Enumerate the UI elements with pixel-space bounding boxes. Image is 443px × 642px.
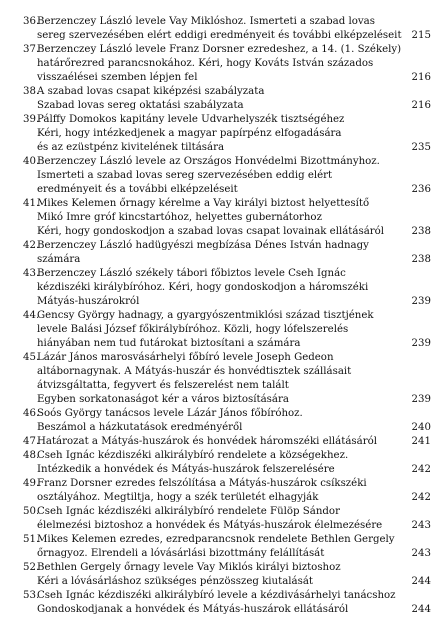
toc-entry [23,435,431,449]
entry-page-number: 239 [411,296,431,307]
entry-text-line: Beszámol a házkutatások eredményéről [37,422,243,433]
toc-entry [23,85,431,113]
toc-entry [23,309,431,351]
toc-entry [23,561,431,589]
entry-text-line: Bethlen Gergely őrnagy levele Vay Miklós királyi biztoshoz [37,562,341,573]
entry-number: 50. [23,506,40,517]
entry-page-number: 242 [411,464,431,475]
entry-text-line: Kéri, hogy gondoskodjon a szabad lovas csapat lovainak ellátásáról [37,226,385,237]
entry-text-line: Berzenczey László levele az Országos Honvédelmi Bizottmányhoz. [37,156,380,167]
entry-text-line: eredményeit és a további elképzeléseit [37,184,238,195]
entry-text-line: altábornagynak. A Mátyás-huszár és honvédtisztek szállásait [37,366,352,377]
toc-entry [23,43,431,85]
entry-text-line: kézdiszéki királybíróhoz. Kéri, hogy gondoskodjon a háromszéki [37,282,369,293]
toc-entry [23,239,431,267]
entry-text-line: Mikes Kelemen őrnagy kérelme a Vay királyi biztost helyettesítő [37,198,370,209]
entry-text-line: számára [37,254,81,265]
toc-entry [23,197,431,239]
toc-entry [23,505,431,533]
entry-page-number: 243 [411,548,431,559]
entry-number: 42. [23,240,40,251]
entry-page-number: 243 [411,520,431,531]
entry-text-line: Kéri, hogy intézkedjenek a magyar papírpénz elfogadására [37,128,342,139]
entry-page-number: 244 [411,576,431,587]
entry-text-line: élelmezési biztoshoz a honvédek és Mátyás-huszárok élelmezésére [37,520,383,531]
entry-number: 46. [23,408,40,419]
entry-text-line: sereg szervezésében elért eddigi eredményeit és további elképzeléseit [37,30,402,41]
toc-entry [23,15,431,43]
entry-text-line: Határozat a Mátyás-huszárok és honvédek háromszéki ellátásáról [37,436,377,447]
entry-page-number: 235 [411,142,431,153]
entry-text-line: Berzenczey László székely tábori főbiztos levele Cseh Ignác [37,268,346,279]
entry-number: 39. [23,114,40,125]
entry-text-line: osztályához. Megtiltja, hogy a szék területét elhagyják [37,492,319,503]
entry-text-line: Berzenczey László levele Franz Dorsner ezredeshez, a 14. (1. Székely) [37,44,402,55]
entry-number: 49. [23,478,40,489]
entry-text-line: Intézkedik a honvédek és Mátyás-huszárok felszerelésére [37,464,335,475]
entry-text-line: Cseh Ignác kézdiszéki alkirálybíró rendelete Fülöp Sándor [37,506,340,517]
entry-text-line: átvizsgáltatta, fegyvert és felszerelést nem talált [37,380,289,391]
entry-text-line: Cseh Ignác kézdiszéki alkirálybíró levele a kézdivásárhelyi tanácshoz [37,590,396,601]
entry-text-line: hiányában nem tud futárokat biztosítani a számára [37,338,301,349]
entry-text-line: levele Balási József főkirálybíróhoz. Közli, hogy lófelszerelés [37,324,349,335]
entry-page-number: 241 [411,436,431,447]
entry-text-line: Gondoskodjanak a honvédek és Mátyás-huszárok ellátásáról [37,604,349,615]
entry-number: 41. [23,198,40,209]
entry-number: 38. [23,86,40,97]
toc-entry [23,449,431,477]
entry-text-line: Cseh Ignác kézdiszéki alkirálybíró rendelete a községekhez. [37,450,349,461]
entry-number: 48. [23,450,40,461]
entry-page-number: 216 [411,72,431,83]
toc-entry [23,407,431,435]
entry-page-number: 244 [411,604,431,615]
toc-entry [23,589,431,617]
toc-entry [23,155,431,197]
entry-number: 45. [23,352,40,363]
entry-number: 52. [23,562,40,573]
entry-page-number: 239 [411,394,431,405]
entry-text-line: Lázár János marosvásárhelyi főbíró levele Joseph Gedeon [37,352,334,363]
toc-entry [23,533,431,561]
entry-page-number: 242 [411,492,431,503]
entry-text-line: határőrezred parancsnokához. Kéri, hogy Kováts István százados [37,58,374,69]
entry-text-line: Egyben sorkatonaságot kér a város biztosítására [37,394,289,405]
entry-page-number: 238 [411,226,431,237]
entry-page-number: 215 [411,30,431,41]
entry-number: 36. [23,16,40,27]
entry-number: 51. [23,534,40,545]
toc-entry [23,477,431,505]
entry-number: 40. [23,156,40,167]
entry-text-line: Mátyás-huszárokról [37,296,140,307]
entry-number: 47. [23,436,40,447]
entry-number: 53. [23,590,40,601]
entry-page-number: 236 [411,184,431,195]
entry-number: 37. [23,44,40,55]
toc-entry [23,267,431,309]
entry-text-line: Pálffy Domokos kapitány levele Udvarhelyszék tisztségéhez [37,114,345,125]
entry-text-line: visszaélései szemben lépjen fel [37,72,198,83]
entry-text-line: Mikes Kelemen ezredes, ezredparancsnok rendelete Bethlen Gergely [37,534,395,545]
toc-entry [23,351,431,407]
entry-page-number: 240 [411,422,431,433]
entry-page-number: 238 [411,254,431,265]
entry-text-line: és az ezüstpénz kivitelének tiltására [37,142,225,153]
entry-number: 44. [23,310,40,321]
entry-text-line: A szabad lovas csapat kiképzési szabályzata [37,86,265,97]
entry-text-line: Kéri a lóvásárláshoz szükséges pénzösszeg kiutalását [37,576,314,587]
toc-entry [23,113,431,155]
entry-page-number: 239 [411,338,431,349]
entry-text-line: Franz Dorsner ezredes felszólítása a Mátyás-huszárok csíkszéki [37,478,367,489]
entry-number: 43. [23,268,40,279]
entry-text-line: őrnagyoz. Elrendeli a lóvásárlási bizottmány felállítását [37,548,325,559]
entry-text-line: Szabad lovas sereg oktatási szabályzata [37,100,244,111]
entry-text-line: Berzenczey László levele Vay Miklóshoz. Ismerteti a szabad lovas [37,16,375,27]
entry-page-number: 216 [411,100,431,111]
entry-text-line: Gencsy György hadnagy, a gyargyószentmiklósi század tisztjének [37,310,374,321]
entry-text-line: Ismerteti a szabad lovas sereg szervezésében eddig elért [37,170,333,181]
entry-text-line: Mikó Imre gróf kincstartóhoz, helyettes gubernátorhoz [37,212,322,223]
entry-text-line: Soós György tanácsos levele Lázár János főbíróhoz. [37,408,303,419]
entry-text-line: Berzenczey László hadügyészi megbízása Dénes István hadnagy [37,240,369,251]
toc-list [23,15,431,617]
